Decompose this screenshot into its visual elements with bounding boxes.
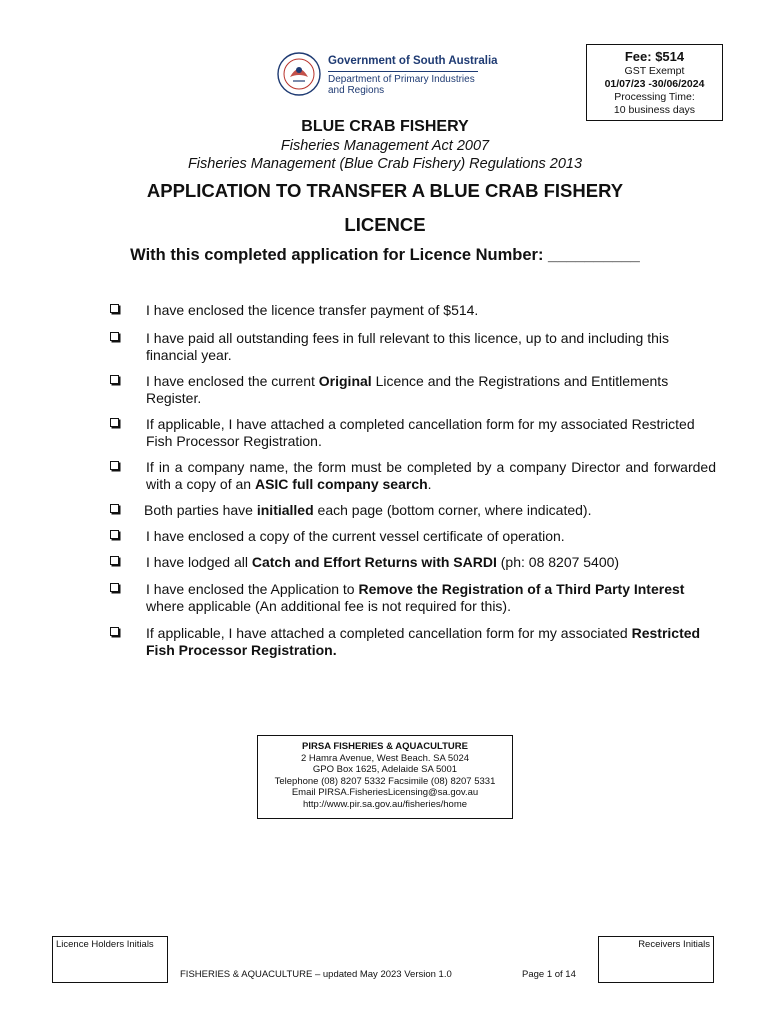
checklist-text-run: I have enclosed a copy of the current vessel certificate of operation. [146, 528, 565, 544]
contact-email: Email PIRSA.FisheriesLicensing@sa.gov.au [291, 787, 479, 799]
checklist-text-bold: initialled [256, 502, 314, 518]
checklist-text [146, 373, 716, 407]
checkbox[interactable] [110, 583, 119, 592]
checklist-text-run: each page (bottom corner, where indicated). [313, 502, 592, 518]
checklist-text-run: I have paid all outstanding fees in full relevant to this licence, up to and including this financial year. [146, 330, 669, 363]
processing-label: Processing Time: [614, 91, 695, 103]
contact-address: 2 Hamra Avenue, West Beach. SA 5024 [300, 752, 470, 764]
checkbox[interactable] [110, 418, 119, 427]
checklist-text [146, 302, 716, 319]
contact-title: PIRSA FISHERIES & AQUACULTURE [302, 741, 468, 752]
checklist-text-run: If applicable, I have attached a completed cancellation form for my associated Restricted Fish Processor Registration. [146, 416, 695, 449]
gst-status: GST Exempt [624, 65, 685, 77]
seal-icon [276, 51, 322, 97]
fee-period: 01/07/23 -30/06/2024 [604, 78, 705, 90]
footer-version: FISHERIES & AQUACULTURE – updated May 2023 Version 1.0 [180, 969, 452, 980]
fishery-heading: BLUE CRAB FISHERY [301, 118, 469, 135]
checkbox[interactable] [110, 461, 119, 470]
checklist-text-run: I have enclosed the licence transfer payment of $514. [146, 302, 479, 318]
checklist-text [144, 502, 714, 519]
department-line-1: Department of Primary Industries [328, 74, 475, 85]
checklist-text-run: Licence and the Registrations and Entitlements Register. [146, 373, 669, 406]
licence-number-line: With this completed application for Licence Number: __________ [130, 246, 640, 264]
sa-government-logo [276, 51, 498, 101]
processing-days: 10 business days [613, 104, 696, 116]
application-title-line-2: LICENCE [344, 214, 426, 235]
checklist-text [146, 416, 716, 450]
regulations-heading: Fisheries Management (Blue Crab Fishery) Regulations 2013 [187, 156, 583, 172]
checklist-text-run: I have lodged all [146, 554, 252, 570]
checkbox[interactable] [110, 530, 119, 539]
checklist-text-run: where applicable (An additional fee is not required for this). [146, 598, 511, 614]
department-name [328, 74, 475, 96]
checklist-text [146, 528, 716, 545]
fee-amount: Fee: $514 [624, 49, 685, 64]
checklist-text-bold: Catch and Effort Returns with SARDI [251, 554, 497, 570]
logo-divider [328, 71, 478, 72]
checklist-text [146, 581, 716, 615]
department-line-2: and Regions [328, 85, 385, 96]
receivers-initials-box[interactable] [598, 936, 714, 983]
contact-phone: Telephone (08) 8207 5332 Facsimile (08) 8207 5331 [274, 775, 496, 787]
checkbox[interactable] [110, 627, 119, 636]
checkbox[interactable] [110, 304, 119, 313]
checklist-text [146, 330, 716, 364]
checklist-text-run: . [427, 476, 432, 492]
checkbox[interactable] [110, 556, 119, 565]
receivers-initials-label: Receivers Initials [638, 939, 710, 950]
checklist-text-bold: Original [318, 373, 372, 389]
contact-po-box: GPO Box 1625, Adelaide SA 5001 [312, 764, 458, 776]
checkbox[interactable] [110, 504, 119, 513]
checklist-text [146, 625, 716, 659]
checklist-text-bold: ASIC full company search [254, 476, 428, 492]
checklist-text-bold: Restricted Fish Processor Registration. [146, 625, 701, 658]
checklist-text-run: If applicable, I have attached a completed cancellation form for my associated [146, 625, 632, 641]
checklist-text-run: If in a company name, the form must be completed by a company Director and forwarded with a copy of an [146, 459, 716, 492]
checklist-text [146, 459, 716, 493]
contact-box [257, 735, 513, 819]
checkbox[interactable] [110, 375, 119, 384]
checklist-text-run: I have enclosed the current [146, 373, 319, 389]
footer-page-number: Page 1 of 14 [522, 969, 576, 980]
fee-box [586, 44, 723, 121]
checkbox[interactable] [110, 332, 119, 341]
checklist-text-bold: Remove the Registration of a Third Party Interest [358, 581, 685, 597]
checklist-text [146, 554, 716, 571]
act-heading: Fisheries Management Act 2007 [280, 138, 490, 154]
licence-holders-initials-box[interactable] [52, 936, 168, 983]
government-name: Government of South Australia [328, 55, 498, 67]
contact-website: http://www.pir.sa.gov.au/fisheries/home [302, 798, 468, 810]
checklist-text-run: (ph: 08 8207 5400) [496, 554, 620, 570]
application-title-line-1: APPLICATION TO TRANSFER A BLUE CRAB FISHERY [146, 180, 624, 201]
licence-holders-initials-label: Licence Holders Initials [56, 939, 154, 950]
checklist-text-run: I have enclosed the Application to [146, 581, 359, 597]
checklist-text-run: Both parties have [144, 502, 257, 518]
